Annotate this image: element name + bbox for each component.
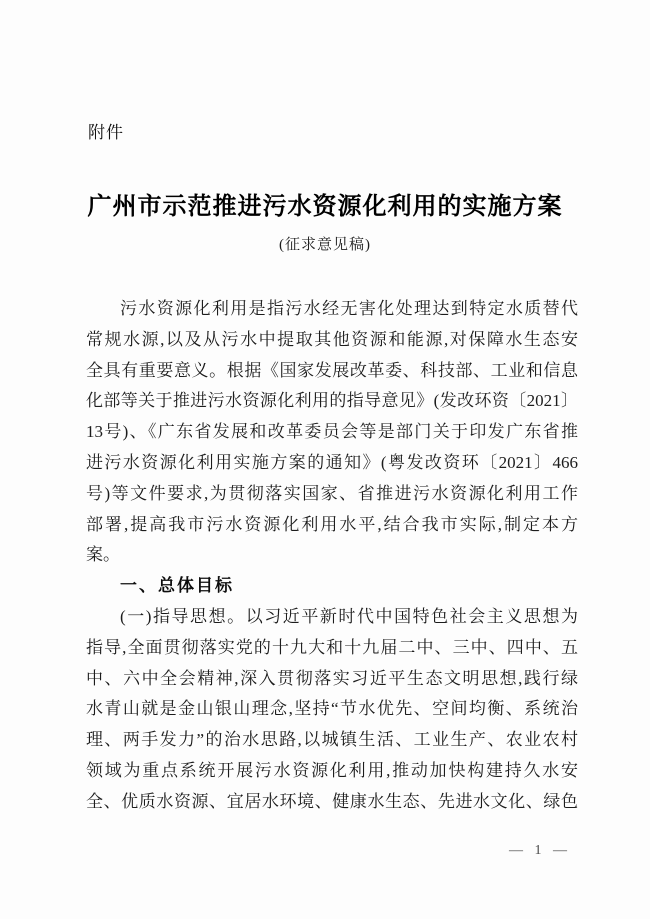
paragraph-line: 案。 (86, 545, 120, 565)
paragraph-line: 号)等文件要求,为贯彻落实国家、省推进污水资源化利用工作 (86, 483, 578, 503)
paragraph-line: 化部等关于推进污水资源化利用的指导意见》(发改环资〔2021〕 (86, 391, 578, 411)
document-title: 广州市示范推进污水资源化利用的实施方案 (87, 194, 563, 220)
paragraph-line: 进污水资源化利用实施方案的通知》(粤发改资环〔2021〕466 (86, 452, 578, 472)
paragraph-line: 全、优质水资源、宜居水环境、健康水生态、先进水文化、绿色 (86, 791, 578, 811)
paragraph-line: 全具有重要意义。根据《国家发展改革委、科技部、工业和信息 (86, 360, 578, 380)
paragraph-line: 污水资源化利用是指污水经无害化处理达到特定水质替代 (120, 299, 578, 318)
paragraph-line: 指导,全面贯彻落实党的十九大和十九届二中、三中、四中、五 (86, 637, 578, 657)
paragraph-line: 水青山就是金山银山理念,坚持“节水优先、空间均衡、系统治 (86, 699, 578, 719)
attachment-label: 附件 (88, 123, 124, 142)
paragraph-line: 13号)、《广东省发展和改革委员会等是部门关于印发广东省推 (86, 422, 578, 442)
section-heading-overall-goals: 一、总体目标 (120, 576, 234, 596)
paragraph-line: 领域为重点系统开展污水资源化利用,推动加快构建持久水安 (86, 760, 578, 780)
paragraph-line: 部署,提高我市污水资源化利用水平,结合我市实际,制定本方 (86, 514, 578, 534)
document-subtitle: (征求意见稿) (279, 237, 371, 253)
paragraph-line: 常规水源,以及从污水中提取其他资源和能源,对保障水生态安 (86, 329, 578, 349)
paragraph-line: 理、两手发力”的治水思路,以城镇生活、工业生产、农业农村 (86, 730, 578, 750)
page-number: — 1 — (509, 843, 571, 858)
paragraph-line: (一)指导思想。以习近平新时代中国特色社会主义思想为 (120, 606, 578, 626)
paragraph-line: 中、六中全会精神,深入贯彻落实习近平生态文明思想,践行绿 (86, 668, 578, 688)
document-body (86, 294, 578, 818)
